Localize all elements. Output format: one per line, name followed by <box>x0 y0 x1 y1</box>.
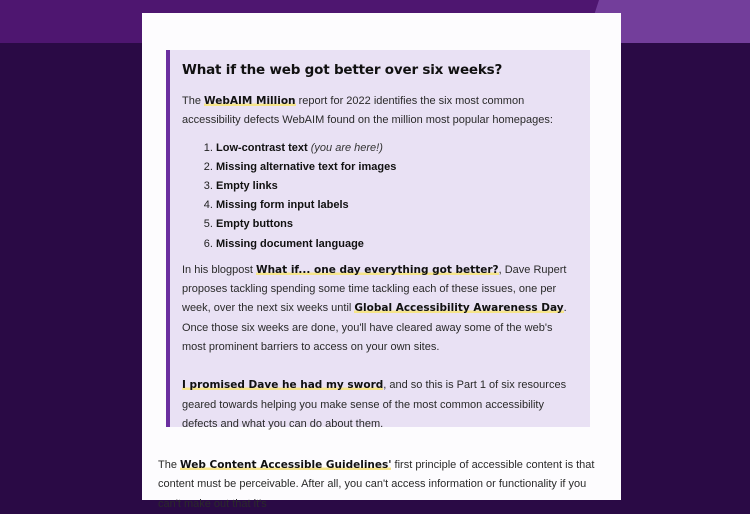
list-item <box>216 215 578 234</box>
list-item <box>216 196 578 215</box>
blogpost-paragraph <box>182 261 578 357</box>
intro-text-before: The <box>182 95 205 107</box>
list-item <box>216 139 578 158</box>
sword-link[interactable]: I promised Dave he had my sword <box>182 379 384 392</box>
list-item-label: Low-contrast text <box>216 141 308 154</box>
gaad-link[interactable]: Global Accessibility Awareness Day <box>354 302 564 315</box>
promise-paragraph <box>182 376 578 434</box>
defects-list <box>182 139 578 254</box>
blogpost-link[interactable]: What if... one day everything got better? <box>256 263 499 276</box>
list-item <box>216 235 578 254</box>
blogpost-text-before: In his blogpost <box>182 263 256 276</box>
body-text-before: The <box>158 459 181 471</box>
blogpost-text-after: . Once those six weeks are done, you'll have cleared away some of the web's most prominent barriers to access on your own sites. <box>182 302 567 353</box>
list-item <box>216 177 578 196</box>
list-item-label: Empty links <box>216 180 278 192</box>
body-text-after: first principle of accessible content is that content must be perceivable. After all, you can't access information or functionality if you can't make out that it's <box>158 459 595 510</box>
body-paragraph <box>158 456 608 514</box>
intro-text-after: report for 2022 identifies the six most common accessibility defects WebAIM found on the million most popular homepages: <box>182 95 553 127</box>
callout-heading: What if the web got better over six weeks? <box>182 62 503 78</box>
promise-text-after: , and so this is Part 1 of six resources geared towards helping you make sense of the most common accessibility defects and what you can do about them. <box>182 379 567 430</box>
article-card <box>142 13 621 510</box>
list-item <box>216 158 578 177</box>
series-callout <box>166 50 590 430</box>
list-item-note: (you are here!) <box>310 141 383 154</box>
list-item-label: Missing document language <box>216 237 364 250</box>
webaim-million-link[interactable]: WebAIM Million <box>204 95 296 107</box>
blogpost-text-middle: , Dave Rupert proposes tackling spending some time tackling each of these issues, one per week, over the next six weeks until <box>182 263 567 315</box>
list-item-label: Missing alternative text for images <box>216 160 397 173</box>
list-item-label: Empty buttons <box>216 218 293 231</box>
wcag-link[interactable]: Web Content Accessible Guidelines' <box>180 459 392 471</box>
callout-intro <box>182 92 578 131</box>
list-item-label: Missing form input labels <box>216 199 349 212</box>
